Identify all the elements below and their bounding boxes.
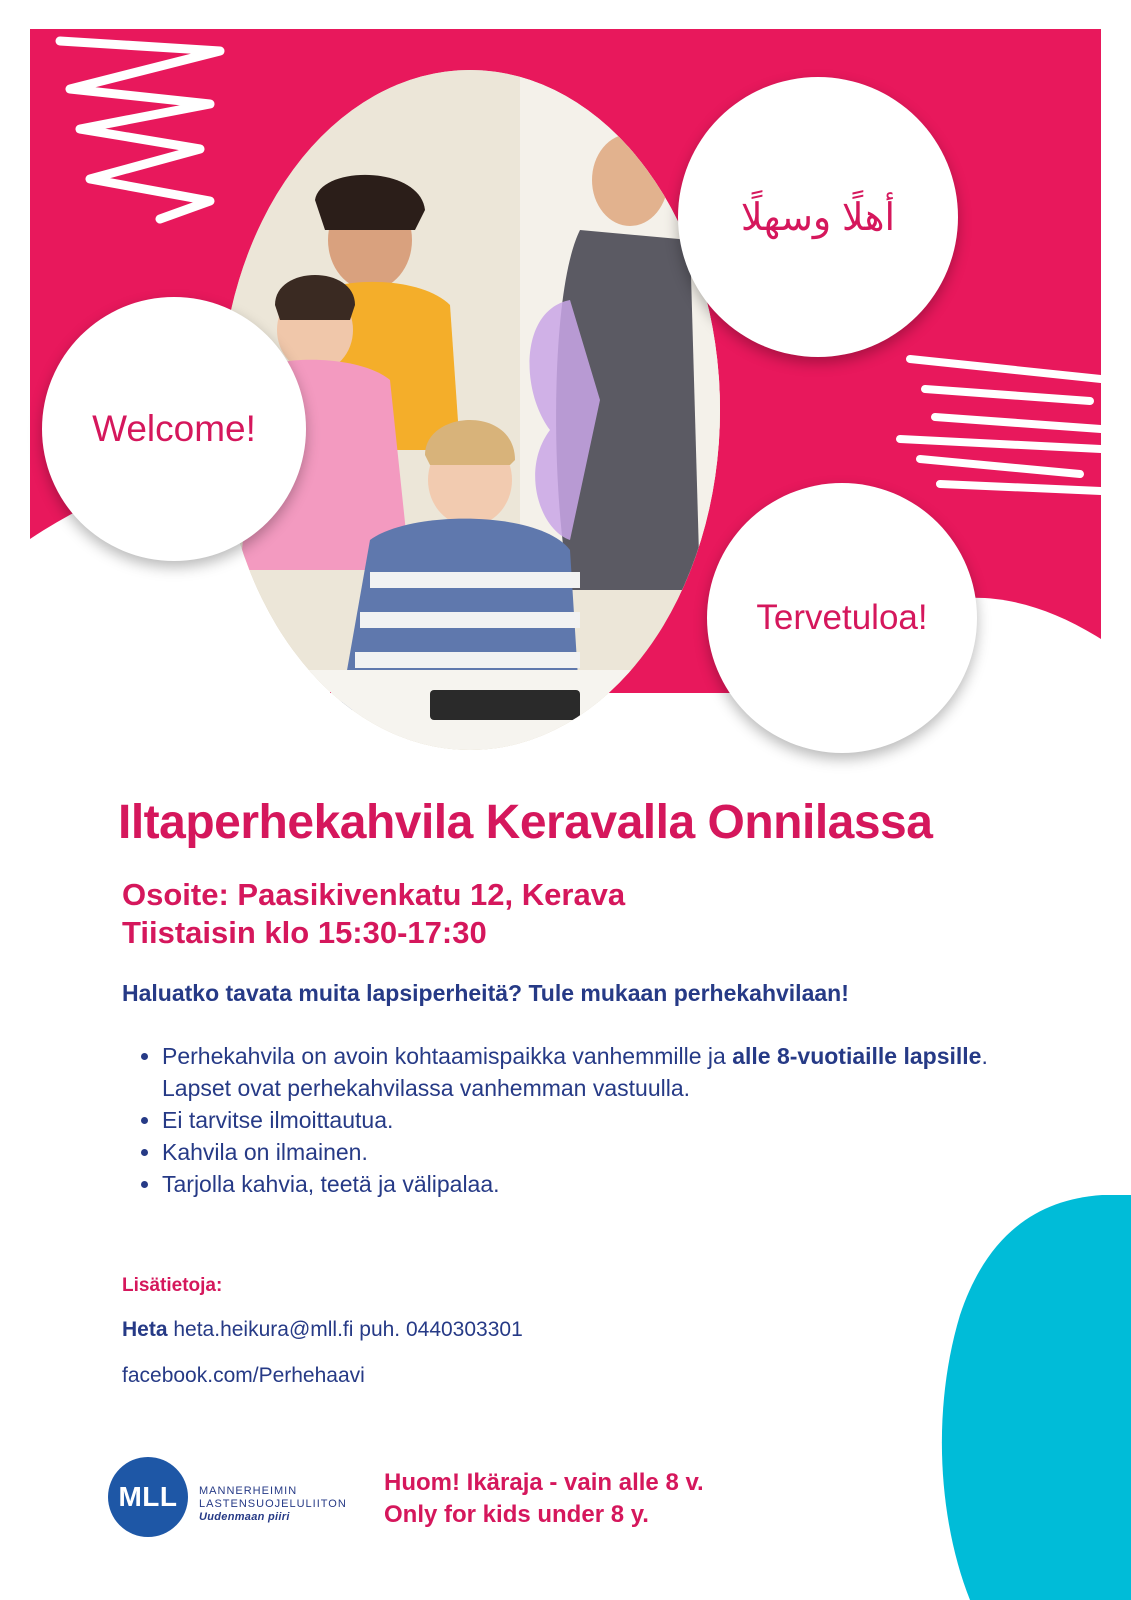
logo-mark: MLL	[118, 1481, 178, 1512]
info-list	[122, 1040, 1042, 1200]
page-title: Iltaperhekahvila Keravalla Onnilassa	[118, 796, 933, 849]
address: Osoite: Paasikivenkatu 12, Kerava	[122, 877, 626, 912]
contact-line	[122, 1318, 523, 1342]
invitation-question: Haluatko tavata muita lapsiperheitä? Tule mukaan perhekahvilaan!	[122, 980, 849, 1006]
time: Tiistaisin klo 15:30-17:30	[122, 915, 487, 950]
bubble-english-text: Welcome!	[92, 408, 256, 449]
list-item	[162, 1040, 1042, 1104]
bubble-finnish	[707, 483, 977, 753]
list-item: • Ei tarvitse ilmoittautua.	[162, 1104, 1042, 1136]
paint-box	[430, 690, 580, 720]
logo-text	[199, 1485, 347, 1524]
bubble-arabic	[678, 77, 958, 357]
contact-name: Heta	[122, 1318, 168, 1341]
age-note-en: Only for kids under 8 y.	[384, 1501, 649, 1528]
contact-details[interactable]: heta.heikura@mll.fi puh. 0440303301	[167, 1318, 523, 1341]
age-note-fi: Huom! Ikäraja - vain alle 8 v.	[384, 1469, 704, 1496]
mll-logo	[108, 1457, 188, 1537]
address-time-block	[122, 876, 625, 952]
list-item-text: Perhekahvila on avoin kohtaamispaikka vanhemmille ja	[162, 1043, 733, 1069]
bubble-english	[42, 297, 306, 561]
bubble-finnish-text: Tervetuloa!	[756, 598, 928, 637]
age-limit-note	[384, 1467, 704, 1531]
logo-line-2: LASTENSUOJELULIITON	[199, 1498, 347, 1510]
logo-line-1: MANNERHEIMIN	[199, 1485, 298, 1497]
list-item-bold: alle 8-vuotiaille lapsille	[732, 1043, 982, 1069]
logo-line-3: Uudenmaan piiri	[199, 1511, 290, 1523]
list-item-text: . Lapset ovat perhekahvilassa vanhemman vastuulla.	[162, 1043, 988, 1101]
list-item: • Kahvila on ilmainen.	[162, 1136, 1042, 1168]
cyan-blob	[930, 1195, 1131, 1600]
bubble-arabic-text: أهلًا وسهلًا	[740, 196, 896, 239]
facebook-link[interactable]: facebook.com/Perhehaavi	[122, 1364, 365, 1387]
more-info-label: Lisätietoja:	[122, 1275, 223, 1296]
list-item: • Tarjolla kahvia, teetä ja välipalaa.	[162, 1168, 1042, 1200]
